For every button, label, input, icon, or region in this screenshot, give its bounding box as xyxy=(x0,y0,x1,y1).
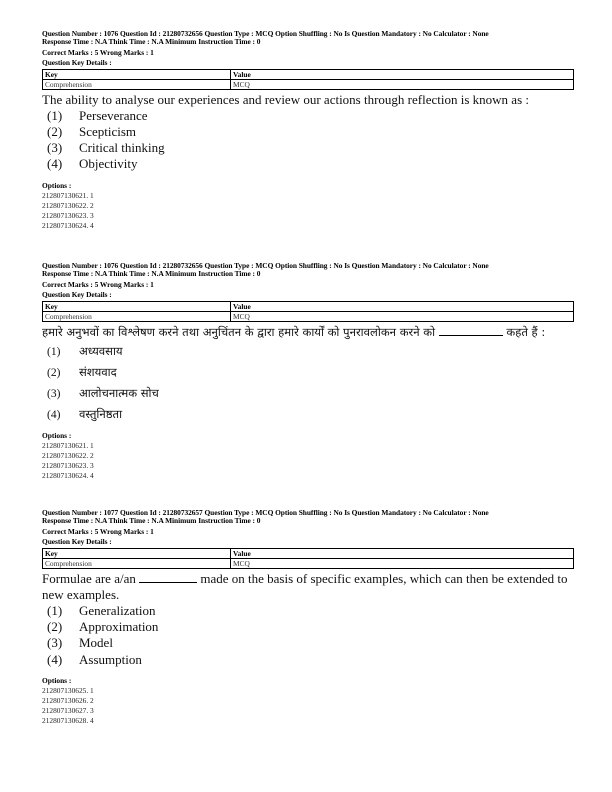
choice-1 xyxy=(42,603,574,619)
choice-number: (1) xyxy=(47,107,63,123)
choice-4 xyxy=(42,156,574,172)
key-table-row xyxy=(43,558,574,568)
choice-text: Critical thinking xyxy=(79,140,165,156)
key-table-cell-key: Comprehension xyxy=(43,79,231,89)
marks-line: Correct Marks : 5 Wrong Marks : 1 xyxy=(42,526,154,536)
choice-number: (4) xyxy=(47,156,63,172)
fill-in-blank xyxy=(139,581,197,583)
choice-number: (3) xyxy=(47,635,63,651)
question-stem-before: Formulae are a/an xyxy=(42,570,136,586)
options-label: Options : xyxy=(42,675,72,685)
key-table-cell-value: MCQ xyxy=(231,558,574,568)
key-table-cell-value: MCQ xyxy=(231,311,574,321)
key-details-label: Question Key Details : xyxy=(42,58,112,68)
key-table-cell-key: Comprehension xyxy=(43,558,231,568)
choice-number: (1) xyxy=(47,346,61,359)
question-meta xyxy=(42,30,574,68)
option-id: 212807130623. 3 xyxy=(42,211,94,221)
choice-text: Approximation xyxy=(79,619,159,635)
choice-1 xyxy=(42,108,574,124)
option-id: 212807130623. 3 xyxy=(42,461,94,471)
key-table-header-value: Value xyxy=(231,69,574,79)
choice-3 xyxy=(42,384,574,405)
option-id: 212807130624. 4 xyxy=(42,471,94,481)
option-id: 212807130621. 1 xyxy=(42,440,94,450)
question-key-table xyxy=(42,69,574,90)
key-table-row xyxy=(43,79,574,89)
choice-text: अध्यवसाय xyxy=(79,344,123,359)
choice-text: Model xyxy=(79,635,113,651)
choice-text: Assumption xyxy=(79,651,142,667)
question-meta xyxy=(42,509,574,547)
choice-4 xyxy=(42,652,574,668)
option-id: 212807130628. 4 xyxy=(42,716,94,726)
choice-2 xyxy=(42,619,574,635)
question-key-table xyxy=(42,301,574,322)
key-table-header-key: Key xyxy=(43,69,231,79)
choice-text: Objectivity xyxy=(79,156,138,172)
choice-1 xyxy=(42,342,574,363)
question-meta xyxy=(42,262,574,300)
question-meta-line2: Response Time : N.A Think Time : N.A Minimum Instruction Time : 0 xyxy=(42,37,261,47)
choice-text: आलोचनात्मक सोच xyxy=(79,386,159,401)
question-stem xyxy=(42,323,574,343)
choice-number: (2) xyxy=(47,367,61,380)
question-stem xyxy=(42,571,578,603)
question-meta-line2: Response Time : N.A Think Time : N.A Minimum Instruction Time : 0 xyxy=(42,269,261,279)
fill-in-blank xyxy=(439,334,503,336)
choice-4 xyxy=(42,405,574,426)
key-table-header-row xyxy=(43,548,574,558)
key-table-header-value: Value xyxy=(231,301,574,311)
choice-text: Perseverance xyxy=(79,107,148,123)
question-block-1076-hi xyxy=(42,262,574,481)
key-table-cell-value: MCQ xyxy=(231,79,574,89)
option-id: 212807130621. 1 xyxy=(42,190,94,200)
choice-3 xyxy=(42,635,574,651)
question-body xyxy=(42,92,574,173)
question-stem-before: हमारे अनुभवों का विश्लेषण करने तथा अनुचिंतन के द्वारा हमारे कार्यों को पुनरावलोकन करने को xyxy=(42,324,436,339)
options-label: Options : xyxy=(42,180,72,190)
choice-text: Generalization xyxy=(79,603,156,619)
question-meta-line1: Question Number : 1076 Question Id : 21280732656 Question Type : MCQ Option Shuffling : No Is Question Mandatory : No Calculator : None xyxy=(42,261,489,270)
option-id: 212807130622. 2 xyxy=(42,450,94,460)
choice-text: संशयवाद xyxy=(79,365,117,380)
option-id: 212807130622. 2 xyxy=(42,200,94,210)
question-body xyxy=(42,323,574,426)
choice-3 xyxy=(42,140,574,156)
choice-number: (2) xyxy=(47,124,63,140)
choice-number: (4) xyxy=(47,651,63,667)
question-stem-after: कहते हैं : xyxy=(506,324,546,339)
question-stem: The ability to analyse our experiences and review our actions through reflection is known as : xyxy=(42,91,529,107)
option-id: 212807130625. 1 xyxy=(42,685,94,695)
choice-number: (3) xyxy=(47,388,61,401)
key-details-label: Question Key Details : xyxy=(42,290,112,300)
choice-number: (2) xyxy=(47,619,63,635)
choice-text: वस्तुनिष्ठता xyxy=(79,406,123,421)
key-table-header-row xyxy=(43,301,574,311)
choice-2 xyxy=(42,363,574,384)
key-details-label: Question Key Details : xyxy=(42,537,112,547)
key-table-header-row xyxy=(43,69,574,79)
question-block-1076-en xyxy=(42,30,574,231)
question-meta-line2: Response Time : N.A Think Time : N.A Minimum Instruction Time : 0 xyxy=(42,516,261,526)
question-body xyxy=(42,571,574,668)
choice-2 xyxy=(42,124,574,140)
option-id: 212807130627. 3 xyxy=(42,706,94,716)
question-stem-after: made on the basis of specific examples, which can then be extended to new examples. xyxy=(42,570,568,602)
question-meta-line1: Question Number : 1077 Question Id : 21280732657 Question Type : MCQ Option Shuffling : No Is Question Mandatory : No Calculator : None xyxy=(42,508,489,517)
choice-number: (3) xyxy=(47,140,63,156)
option-id: 212807130626. 2 xyxy=(42,696,94,706)
key-table-header-key: Key xyxy=(43,548,231,558)
option-id: 212807130624. 4 xyxy=(42,221,94,231)
key-table-cell-key: Comprehension xyxy=(43,311,231,321)
options-label: Options : xyxy=(42,430,72,440)
question-block-1077-en xyxy=(42,509,574,727)
choice-number: (1) xyxy=(47,603,63,619)
question-key-table xyxy=(42,548,574,569)
options-list xyxy=(42,430,574,482)
options-list xyxy=(42,180,574,232)
key-table-header-key: Key xyxy=(43,301,231,311)
options-list xyxy=(42,675,574,727)
choice-text: Scepticism xyxy=(79,124,137,140)
choice-number: (4) xyxy=(47,408,61,421)
marks-line: Correct Marks : 5 Wrong Marks : 1 xyxy=(42,47,154,57)
key-table-row xyxy=(43,311,574,321)
key-table-header-value: Value xyxy=(231,548,574,558)
marks-line: Correct Marks : 5 Wrong Marks : 1 xyxy=(42,279,154,289)
question-meta-line1: Question Number : 1076 Question Id : 21280732656 Question Type : MCQ Option Shuffling : No Is Question Mandatory : No Calculator : None xyxy=(42,29,489,38)
